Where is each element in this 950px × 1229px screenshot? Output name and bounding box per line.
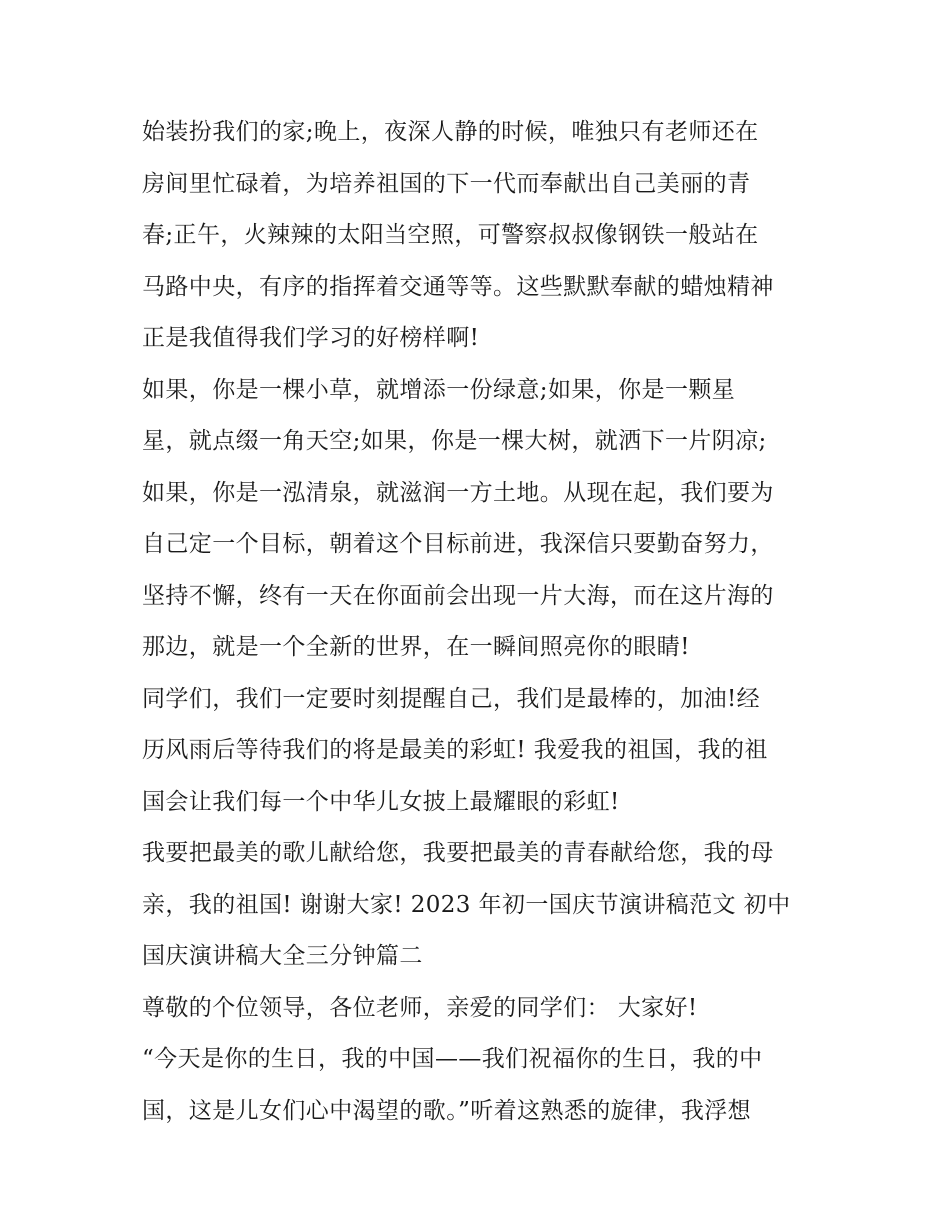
text-line: “今天是你的生日，我的中国——我们祝福你的生日，我的中 — [142, 1046, 763, 1072]
text-line: 那边，就是一个全新的世界，在一瞬间照亮你的眼睛! — [142, 634, 690, 660]
text-line: 如果，你是一泓清泉，就滋润一方土地。从现在起，我们要为 — [142, 479, 774, 506]
document-body — [142, 107, 822, 1137]
text-line: 历风雨后等待我们的将是最美的彩虹! 我爱我的祖国，我的祖 — [142, 737, 768, 763]
text-line: 坚持不懈，终有一天在你面前会出现一片大海，而在这片海的 — [142, 582, 774, 609]
text-line: 国会让我们每一个中华儿女披上最耀眼的彩虹! — [142, 788, 620, 815]
text-line: 春;正午，火辣辣的太阳当空照，可警察叔叔像钢铁一般站在 — [142, 222, 759, 248]
text-line: 始装扮我们的家;晚上，夜深人静的时候，唯独只有老师还在 — [142, 119, 759, 145]
text-line: 星，就点缀一角天空;如果，你是一棵大树，就洒下一片阴凉; — [142, 428, 767, 454]
text-line: 自己定一个目标，朝着这个目标前进，我深信只要勤奋努力， — [142, 531, 774, 557]
text-line: 国，这是儿女们心中渴望的歌。”听着这熟悉的旋律，我浮想 — [142, 1097, 752, 1124]
text-line: 亲，我的祖国! 谢谢大家! 2023 年初一国庆节演讲稿范文 初中 — [142, 891, 791, 918]
text-line: 正是我值得我们学习的好榜样啊! — [142, 325, 480, 351]
text-line: 房间里忙碌着，为培养祖国的下一代而奉献出自己美丽的青 — [142, 170, 751, 197]
text-line: 马路中央，有序的指挥着交通等等。这些默默奉献的蜡烛精神 — [142, 273, 774, 300]
text-line: 如果，你是一棵小草，就增添一份绿意;如果，你是一颗星 — [142, 376, 736, 403]
text-line: 国庆演讲稿大全三分钟篇二 — [142, 943, 423, 969]
text-line: 我要把最美的歌儿献给您，我要把最美的青春献给您，我的母 — [142, 840, 774, 866]
text-line: 尊敬的个位领导，各位老师，亲爱的同学们： 大家好! — [142, 994, 698, 1021]
text-line: 同学们，我们一定要时刻提醒自己，我们是最棒的，加油!经 — [142, 685, 761, 712]
